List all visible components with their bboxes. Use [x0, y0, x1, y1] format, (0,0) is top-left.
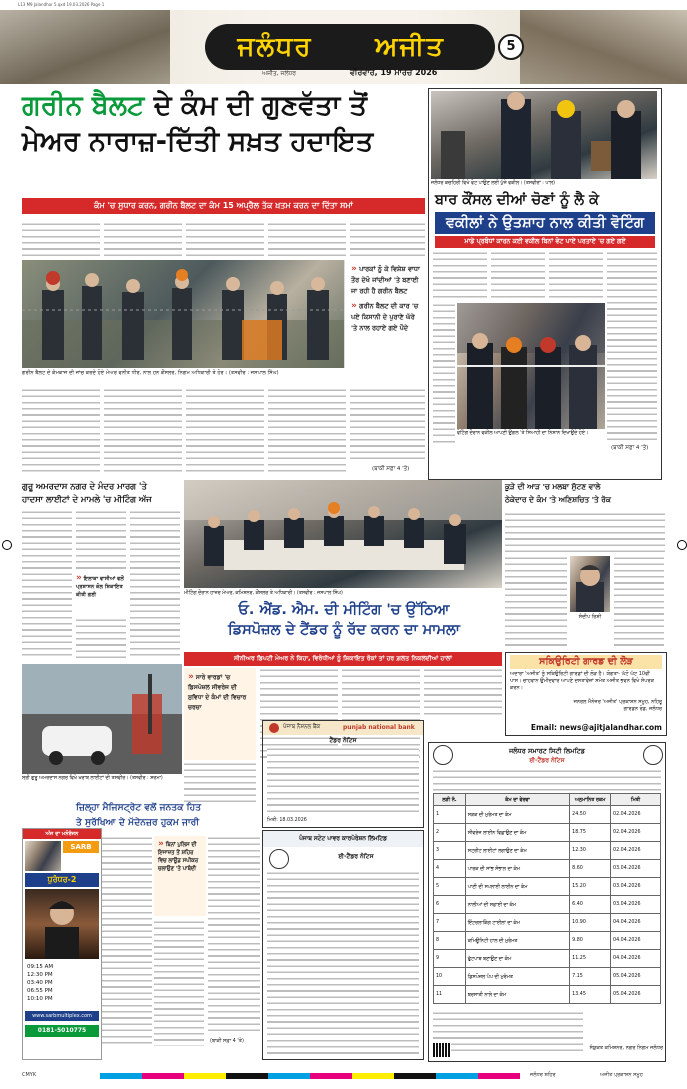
gurdwara-photo-caption: ਸ੍ਰੀ ਗੁਰੂ ਅਮਰਦਾਸ ਨਗਰ ਵਿਖੇ ਖ਼ਰਾਬ ਲਾਈਟਾਂ ਦੀ ਤਸਵੀਰ। (ਤਸਵੀਰ : ਸ਼ਰਮਾ) [22, 776, 163, 781]
tender-cell-date: 04.04.2026 [611, 932, 661, 950]
dm-order-headline-line1: ਜ਼ਿਲ੍ਹਾ ਮੈਜਿਸਟ੍ਰੇਟ ਵਲੋਂ ਜਨਤਕ ਹਿਤ [76, 802, 202, 813]
om-meeting-headline-line1: ਓ. ਐਂਡ. ਐਮ. ਦੀ ਮੀਟਿੰਗ 'ਚ ਉੱਠਿਆ [238, 602, 450, 618]
tender-table-row [434, 878, 661, 896]
tender-cell-amount: 11.25 [570, 950, 611, 968]
pnb-notice-body [267, 747, 419, 815]
tender-cell-date: 03.04.2026 [611, 878, 661, 896]
gurdwara-headline-line1: ਗੁਰੂ ਅਮਰਦਾਸ ਨਗਰ ਦੇ ਮੰਦਰ ਮਾਰਗ 'ਤੇ [22, 481, 147, 491]
tender-cell-amount: 13.45 [570, 986, 611, 1004]
tender-cell-date: 03.04.2026 [611, 860, 661, 878]
cinema-ad-poster [25, 889, 99, 959]
tender-cell-description: ਬਰਸਾਤੀ ਨਾਲੇ ਦਾ ਕੰਮ [465, 986, 569, 1004]
tender-col-sr: ਲੜੀ ਨੰ. [434, 794, 466, 806]
lead-headline-green: ਗਰੀਨ ਬੈਲਟ [22, 90, 145, 121]
smart-city-qr-code [433, 1043, 451, 1057]
lead-text-col4 [268, 222, 346, 258]
tender-cell-date: 02.04.2026 [611, 806, 661, 824]
pnb-header-bar [263, 721, 423, 735]
tender-cell-sr: 7 [434, 914, 466, 932]
lead-photo-caption: ਗਰੀਨ ਬੈਲਟ ਦੇ ਕੰਮਕਾਜ ਦੀ ਜਾਂਚ ਕਰਦੇ ਹੋਏ ਮੇਅਰ ਵਨੀਤ ਧੀਰ, ਨਾਲ ਹਨ ਕੌਂਸਲਰ, ਨਿਗਮ ਅਧਿਕਾਰੀ ਤੇ ਹੋਰ। (ਤਸਵੀਰ : ਜਸਪਾਲ ਸਿੰਘ) [22, 370, 279, 376]
tender-col-amount: ਅਨੁਮਾਨਿਤ ਰਕਮ [570, 794, 611, 806]
cinema-show-1: 09:15 AM [27, 964, 54, 970]
security-ad-body: ਅਦਾਰਾ 'ਅਜੀਤ' ਨੂੰ ਸਕਿਉਰਿਟੀ ਗਾਰਡਾਂ ਦੀ ਲੋੜ ਹੈ। ਯੋਗਤਾ- ਘੱਟੋ ਘੱਟ 10ਵੀਂ ਪਾਸ। ਚਾਹਵਾਨ ਉਮੀਦਵਾਰ ਆਪਣੇ ਦਸਤਾਵੇਜ਼ਾਂ ਸਮੇਤ ਅਜੀਤ ਭਵਨ ਵਿਖੇ ਸੰਪਰਕ ਕਰਨ। [510, 671, 654, 691]
cinema-ad-movie-title: ਧੁਰੰਧਰ-2 [25, 873, 99, 887]
om-meeting-headline-line2: ਡਿਸਪੋਜ਼ਲ ਦੇ ਟੈਂਡਰ ਨੂੰ ਰੱਦ ਕਰਨ ਦਾ ਮਾਮਲਾ [228, 622, 460, 638]
footer-left: CMYK [22, 1072, 37, 1078]
pspcl-tender-notice [262, 830, 424, 1060]
cinema-show-4: 06:55 PM [27, 988, 53, 994]
tender-cell-date: 03.04.2026 [611, 896, 661, 914]
tender-cell-sr: 1 [434, 806, 466, 824]
registration-mark-left [2, 540, 12, 550]
masthead-left-building-image [0, 10, 170, 84]
om-meeting-subhead: ਸੀਨੀਅਰ ਡਿਪਟੀ ਮੇਅਰ ਨੇ ਕਿਹਾ, ਵਿਰੋਧੀਆਂ ਨੂੰ ਸ਼ਿਕਾਇਤ ਰੋਕਾਂ ਤਾਂ ਹਰ ਗ਼ਲਤ ਨਿਕਲਦੀਆਂ ਹਾਲਾਂ [184, 652, 502, 666]
tender-cell-date: 02.04.2026 [611, 824, 661, 842]
gurdwara-text-col3 [130, 510, 180, 660]
bar-council-voting-photo [457, 303, 605, 429]
bar-council-headline-line1: ਬਾਰ ਕੌਂਸਲ ਦੀਆਂ ਚੋਣਾਂ ਨੂੰ ਲੈ ਕੇ [435, 192, 600, 208]
lead-headline-line2: ਮੇਅਰ ਨਾਰਾਜ਼-ਦਿੱਤੀ ਸਖ਼ਤ ਹਦਾਇਤ [22, 126, 374, 157]
cinema-ad-header: ਅੱਜ ਦਾ ਮਨੋਰੰਜਨ [23, 829, 101, 839]
bar-council-text-col3 [549, 251, 603, 301]
cinema-show-5: 10:10 PM [27, 996, 53, 1002]
dm-order-continued: (ਬਾਕੀ ਸਫ਼ਾ 4 'ਤੇ) [210, 1038, 244, 1044]
dm-order-pull-quote: ਬਿਨਾਂ ਪੁਲਿਸ ਦੀ ਇਜਾਜ਼ਤ ਤੋਂ ਸ਼ਹਿਰ ਵਿਚ ਲਾਊਡ ਸਪੀਕਰ ਚਲਾਉਣ 'ਤੇ ਪਾਬੰਦੀ [158, 842, 199, 872]
tender-cell-amount: 8.60 [570, 860, 611, 878]
masthead-title-city: ਜਲੰਧਰ [237, 32, 313, 62]
dm-order-headline [76, 800, 262, 830]
tender-col-date: ਮਿਤੀ [611, 794, 661, 806]
tender-cell-date: 02.04.2026 [611, 842, 661, 860]
lead-subhead: ਕੰਮ 'ਚ ਸੁਧਾਰ ਕਰਨ, ਗਰੀਨ ਬੈਲਟ ਦਾ ਕੰਮ 15 ਅਪ੍ਰੈਲ ਤੱਕ ਖ਼ਤਮ ਕਰਨ ਦਾ ਦਿੱਤਾ ਸਮਾਂ [22, 198, 425, 214]
tender-cell-date: 04.04.2026 [611, 914, 661, 932]
footer-center: ਜਲੰਧਰ ਸ਼ਹਿਰ [530, 1072, 556, 1078]
print-info: L13 M9 Jalandhar 5.qxd 19.03.2026 Page 1 [18, 2, 105, 7]
gurdwara-pull: » ਇਲਾਕਾ ਵਾਸੀਆਂ ਵਲੋਂ ਪ੍ਰਸ਼ਾਸਨ ਕੋਲ ਸ਼ਿਕਾਇਤ ਕੀਤੀ ਗਈ [76, 573, 124, 598]
dm-order-pull-box: » ਬਿਨਾਂ ਪੁਲਿਸ ਦੀ ਇਜਾਜ਼ਤ ਤੋਂ ਸ਼ਹਿਰ ਵਿਚ ਲਾਊਡ ਸਪੀਕਰ ਚਲਾਉਣ 'ਤੇ ਪਾਬੰਦੀ [154, 836, 206, 916]
tender-col-description: ਕੰਮ ਦਾ ਵੇਰਵਾ [465, 794, 569, 806]
smart-city-logo-icon [643, 745, 663, 765]
tender-cell-description: ਕਮਿਊਨਿਟੀ ਹਾਲ ਦੀ ਮੁਰੰਮਤ [465, 932, 569, 950]
footer-right: ਅਜੀਤ ਪ੍ਰਕਾਸ਼ਨ ਸਮੂਹ [600, 1072, 643, 1078]
gurdwara-headline [22, 480, 182, 506]
registration-mark-right [677, 540, 687, 550]
masthead-right-building-image [520, 10, 687, 84]
lead-continued: (ਬਾਕੀ ਸਫ਼ਾ 4 'ਤੇ) [372, 466, 410, 472]
tender-table-row [434, 842, 661, 860]
bar-council-top-photo-illustration [431, 91, 657, 179]
lead-photo-green-belt-inspection [22, 260, 344, 368]
lead-text-col6 [22, 388, 100, 472]
tender-cell-sr: 4 [434, 860, 466, 878]
tender-cell-amount: 9.80 [570, 932, 611, 950]
bar-council-continued: (ਬਾਕੀ ਸਫ਼ਾ 4 'ਤੇ) [611, 445, 649, 451]
masthead-subtitle: ਅਜੀਤ, ਜਲੰਧਰ [262, 70, 297, 77]
om-pull-box: » ਸਾਰੇ ਵਾਰਡਾਂ 'ਚ ਡਿਸਪੋਜ਼ਲ ਸੀਵਰੇਜ ਦੀ ਸੁਵਿਧਾ ਦੇ ਕੰਮਾਂ ਦੀ ਵਿਚਾਰ ਚਰਚਾ [184, 668, 256, 760]
smart-city-tender-table [433, 793, 661, 1004]
masthead [0, 10, 687, 84]
smart-city-terms [433, 1011, 583, 1053]
tender-cell-description: ਸੀਵਰੇਜ ਲਾਈਨ ਵਿਛਾਉਣ ਦਾ ਕੰਮ [465, 824, 569, 842]
pspcl-header: ਪੰਜਾਬ ਸਟੇਟ ਪਾਵਰ ਕਾਰਪੋਰੇਸ਼ਨ ਲਿਮਟਿਡ [263, 831, 423, 847]
tender-table-row [434, 860, 661, 878]
lead-text-col2 [104, 222, 182, 258]
tender-cell-sr: 9 [434, 950, 466, 968]
lead-text-col10 [350, 388, 425, 464]
security-ad-signature: ਜਨਰਲ ਮੈਨੇਜਰ 'ਅਜੀਤ' ਪ੍ਰਕਾਸ਼ਨ ਸਮੂਹ, ਨਹਿਰੂ ਗਾਰਡਨ ਰੋਡ, ਜਲੰਧਰ [573, 699, 662, 712]
tender-table-row [434, 824, 661, 842]
bar-council-text-col4 [607, 251, 657, 441]
bar-council-subhead: ਮਾਡੇ ਪ੍ਰਬੰਧਾਂ ਕਾਰਨ ਕਈ ਵਕੀਲ ਬਿਨਾਂ ਵੋਟ ਪਾਏ ਪਰਤਾਏ 'ਚ ਗਏ ਗਏ [435, 236, 655, 248]
pnb-logo-icon [269, 723, 279, 733]
lead-pull-quote-2: ਗਰੀਨ ਬੈਲਟ ਦੀ ਕਾਰ 'ਚ ਪਏ ਕਿਸਾਨੀ ਦੇ ਪੁਰਾਣੇ ਘੱਰੇ 'ਤੇ ਨਾਲ ਰਹਾਏ ਗਏ ਪੌਦੇ [351, 302, 419, 332]
lead-text-col1 [22, 222, 100, 258]
om-meeting-photo [184, 480, 502, 588]
lead-text-col7 [104, 388, 182, 472]
cinema-ad-banner-image [25, 841, 61, 871]
bar-council-voting-photo-illustration [457, 303, 605, 429]
tender-cell-description: ਪਾਣੀ ਦੀ ਸਪਲਾਈ ਲਾਈਨ ਦਾ ਕੰਮ [465, 878, 569, 896]
tender-cell-sr: 5 [434, 878, 466, 896]
tender-cell-date: 05.04.2026 [611, 986, 661, 1004]
tender-cell-description: ਪਾਰਕ ਦੀ ਸਾਂਭ ਸੰਭਾਲ ਦਾ ਕੰਮ [465, 860, 569, 878]
dm-order-headline-line2: ਤੇ ਸੁਰੱਖਿਆ ਦੇ ਮੱਦੇਨਜ਼ਰ ਹੁਕਮ ਜਾਰੀ [76, 817, 200, 828]
om-meeting-headline [184, 600, 504, 640]
tender-cell-sr: 3 [434, 842, 466, 860]
tender-cell-description: ਨਾਲੀਆਂ ਦੀ ਸਫ਼ਾਈ ਦਾ ਕੰਮ [465, 896, 569, 914]
om-pull-quote: ਸਾਰੇ ਵਾਰਡਾਂ 'ਚ ਡਿਸਪੋਜ਼ਲ ਸੀਵਰੇਜ ਦੀ ਸੁਵਿਧਾ ਦੇ ਕੰਮਾਂ ਦੀ ਵਿਚਾਰ ਚਰਚਾ [188, 674, 247, 711]
gurdwara-text-col1 [22, 510, 72, 660]
tender-table-row [434, 806, 661, 824]
gurdwara-headline-line2: ਹਾਦਸਾ ਲਾਈਟਾਂ ਦੇ ਮਾਮਲੇ 'ਚ ਮੀਟਿੰਗ ਅੱਜ [22, 494, 152, 504]
tender-cell-description: ਡਿਸਪੋਜ਼ਲ ਪੰਪ ਦੀ ਮੁਰੰਮਤ [465, 968, 569, 986]
tender-cell-date: 04.04.2026 [611, 950, 661, 968]
tender-cell-description: ਇੰਟਰਲਾਕਿੰਗ ਟਾਈਲਾਂ ਦਾ ਕੰਮ [465, 914, 569, 932]
cinema-ad-website: www.sarbmultiplex.com [25, 1011, 99, 1021]
om-meeting-photo-caption: ਮੀਟਿੰਗ ਦੌਰਾਨ ਹਾਜ਼ਰ ਮੇਅਰ, ਕਮਿਸ਼ਨਰ, ਕੌਂਸਲਰ ਤੇ ਅਧਿਕਾਰੀ। (ਤਸਵੀਰ : ਜਸਪਾਲ ਸਿੰਘ) [184, 591, 343, 596]
tender-cell-amount: 15.20 [570, 878, 611, 896]
cinema-ad-poster-illustration [25, 889, 99, 959]
lead-photo-people-illustration [22, 260, 344, 368]
lead-text-col9 [268, 388, 346, 472]
bar-council-photo-caption: ਵੋਟਿੰਗ ਦੌਰਾਨ ਵਕੀਲ ਆਪਣੀ ਉਂਗਲ 'ਤੇ ਸਿਆਹੀ ਦਾ ਨਿਸ਼ਾਨ ਦਿਖਾਉਂਦੇ ਹੋਏ। [457, 431, 589, 436]
pspcl-seal-icon [269, 849, 289, 869]
gurdwara-pull-quote: ਇਲਾਕਾ ਵਾਸੀਆਂ ਵਲੋਂ ਪ੍ਰਸ਼ਾਸਨ ਕੋਲ ਸ਼ਿਕਾਇਤ ਕੀਤੀ ਗਈ [76, 576, 124, 598]
smart-city-footer: ਸੰਯੁਕਤ ਕਮਿਸ਼ਨਰ, ਨਗਰ ਨਿਗਮ ਜਲੰਧਰ [589, 1045, 663, 1051]
security-ad-headline: ਸਕਿਉਰਿਟੀ ਗਾਰਡ ਦੀ ਲੋੜ [510, 655, 662, 669]
lead-text-col8 [186, 388, 264, 472]
tender-table-row [434, 914, 661, 932]
garbage-text-col2 [614, 556, 664, 650]
smart-city-notice-title: ਈ-ਟੈਂਡਰ ਨੋਟਿਸ [529, 757, 565, 764]
pspcl-notice-title: ਈ-ਟੈਂਡਰ ਨੋਟਿਸ [338, 853, 374, 860]
bar-council-text-col2 [491, 251, 545, 301]
tender-cell-description: ਸੜਕ ਦੀ ਮੁਰੰਮਤ ਦਾ ਕੰਮ [465, 806, 569, 824]
tender-table-row [434, 968, 661, 986]
gurdwara-text-col2 [76, 510, 126, 570]
cinema-show-3: 03:40 PM [27, 980, 53, 986]
gurdwara-street-illustration [22, 664, 182, 774]
masthead-title-ajit: ਅਜੀਤ [375, 32, 445, 62]
tender-table-row [434, 932, 661, 950]
om-text-col3 [424, 668, 502, 718]
pnb-bank-punjabi: ਪੰਜਾਬ ਨੈਸ਼ਨਲ ਬੈਂਕ [283, 724, 321, 730]
garbage-portrait-caption: ਸੰਦੀਪ ਰਿਸ਼ੀ [578, 614, 602, 620]
smart-city-org-name: ਜਲੰਧਰ ਸਮਾਰਟ ਸਿਟੀ ਲਿਮਟਿਡ [508, 747, 585, 755]
dm-order-text-col2 [154, 920, 204, 1046]
bar-council-story [428, 88, 662, 480]
lead-pull-quote-1: ਪਾਰਕਾਂ ਨੂੰ ਕੇ ਵਿਸ਼ੇਸ਼ ਵਾਧਾ ਤੌਰ ਦੇਖੋ ਜਾਂਦੀਆਂ 'ਤੇ ਬਣਾਈ ਜਾ ਰਹੀ ਹੈ ਗਰੀਨ ਬੈਲਟ [351, 265, 420, 295]
bar-council-headline-line2: ਵਕੀਲਾਂ ਨੇ ਉਤਸ਼ਾਹ ਨਾਲ ਕੀਤੀ ਵੋਟਿੰਗ [435, 212, 655, 234]
cinema-ad [22, 828, 102, 1060]
page-number: 5 [498, 34, 524, 60]
lead-headline [22, 88, 422, 160]
tender-cell-amount: 6.40 [570, 896, 611, 914]
lead-text-col3 [186, 222, 264, 258]
garbage-text-top [505, 512, 665, 554]
dm-order-text-col3 [208, 836, 260, 1036]
tender-cell-amount: 10.90 [570, 914, 611, 932]
tender-cell-amount: 12.30 [570, 842, 611, 860]
garbage-headline-line1: ਕੂੜੇ ਦੀ ਆੜ 'ਚ ਮਲਬਾ ਸੁੱਟਣ ਵਾਲੇ [505, 482, 601, 491]
tender-cell-sr: 10 [434, 968, 466, 986]
security-ad-email: Email: news@ajitjalandhar.com [530, 723, 662, 732]
lead-headline-part1: ਦੇ ਕੰਮ ਦੀ ਗੁਣਵੱਤਾ ਤੋਂ [153, 90, 367, 121]
pnb-notice-title: ਟੈਂਡਰ ਨੋਟਿਸ [329, 737, 357, 744]
tender-cell-date: 05.04.2026 [611, 968, 661, 986]
tender-table-row [434, 896, 661, 914]
cinema-ad-showtimes [27, 963, 97, 1003]
pspcl-notice-body [267, 871, 419, 1055]
cinema-ad-brand: SARB [63, 841, 99, 853]
garbage-portrait-illustration [570, 556, 610, 612]
tender-cell-description: ਫੁੱਟਪਾਥ ਬਣਾਉਣ ਦਾ ਕੰਮ [465, 950, 569, 968]
om-text-col4 [184, 762, 256, 802]
gurdwara-text-col2b [76, 618, 126, 660]
tender-table-row [434, 950, 661, 968]
bar-council-top-photo [431, 91, 657, 179]
lead-text-col5 [350, 222, 425, 258]
tender-cell-sr: 8 [434, 932, 466, 950]
tender-cell-description: ਸਟ੍ਰੀਟ ਲਾਈਟਾਂ ਲਗਾਉਣ ਦਾ ਕੰਮ [465, 842, 569, 860]
bar-council-top-caption: ਜਲੰਧਰ ਕਚਹਿਰੀ ਵਿਖੇ ਵੋਟ ਪਾਉਣ ਲਈ ਪੁੱਜੇ ਵਕੀਲ। (ਤਸਵੀਰਾਂ : ਪਾਲ) [431, 181, 555, 186]
tender-cell-sr: 2 [434, 824, 466, 842]
bar-council-text-col1a [433, 251, 487, 301]
garbage-headline [505, 480, 665, 506]
tender-cell-sr: 11 [434, 986, 466, 1004]
smart-city-intro [433, 769, 661, 791]
garbage-portrait-photo [570, 556, 610, 612]
dm-order-text-col1 [102, 836, 152, 1046]
gurdwara-street-photo [22, 664, 182, 774]
pnb-bank-name: punjab national bank [343, 724, 415, 731]
lead-pull-box: » ਪਾਰਕਾਂ ਨੂੰ ਕੇ ਵਿਸ਼ੇਸ਼ ਵਾਧਾ ਤੌਰ ਦੇਖੋ ਜਾਂਦੀਆਂ 'ਤੇ ਬਣਾਈ ਜਾ ਰਹੀ ਹੈ ਗਰੀਨ ਬੈਲਟ » ਗਰੀਨ ਬੈਲਟ ਦੀ ਕਾਰ 'ਚ ਪਏ ਕਿਸਾਨੀ ਦੇ ਪੁਰਾਣੇ ਘੱਰੇ 'ਤੇ ਨਾਲ ਰਹਾਏ ਗਏ ਪੌਦੇ [344, 260, 427, 368]
color-calibration-bar [100, 1073, 520, 1079]
smart-city-tender [428, 742, 666, 1062]
cinema-ad-phone: 0181-5010775 [25, 1025, 99, 1037]
tender-table-row [434, 986, 661, 1004]
tender-cell-sr: 6 [434, 896, 466, 914]
masthead-date: ਵੀਰਵਾਰ, 19 ਮਾਰਚ 2026 [350, 68, 438, 77]
tender-cell-amount: 18.75 [570, 824, 611, 842]
smart-city-seal-icon [433, 745, 453, 765]
cinema-show-2: 12:30 PM [27, 972, 53, 978]
pnb-tender-notice [262, 720, 424, 828]
garbage-headline-line2: ਠੇਕੇਦਾਰ ਦੇ ਕੰਮ 'ਤੇ ਅਣਿਸ਼ਚਿਤ 'ਤੇ ਰੋਕ [505, 495, 611, 504]
tender-cell-amount: 24.50 [570, 806, 611, 824]
garbage-text-col1 [505, 556, 567, 650]
tender-cell-amount: 7.15 [570, 968, 611, 986]
pnb-date-line: ਮਿਤੀ: 18.03.2026 [267, 818, 307, 823]
bar-council-text-col1b [433, 303, 455, 443]
om-meeting-photo-illustration [184, 480, 502, 588]
security-guard-ad [505, 652, 667, 736]
